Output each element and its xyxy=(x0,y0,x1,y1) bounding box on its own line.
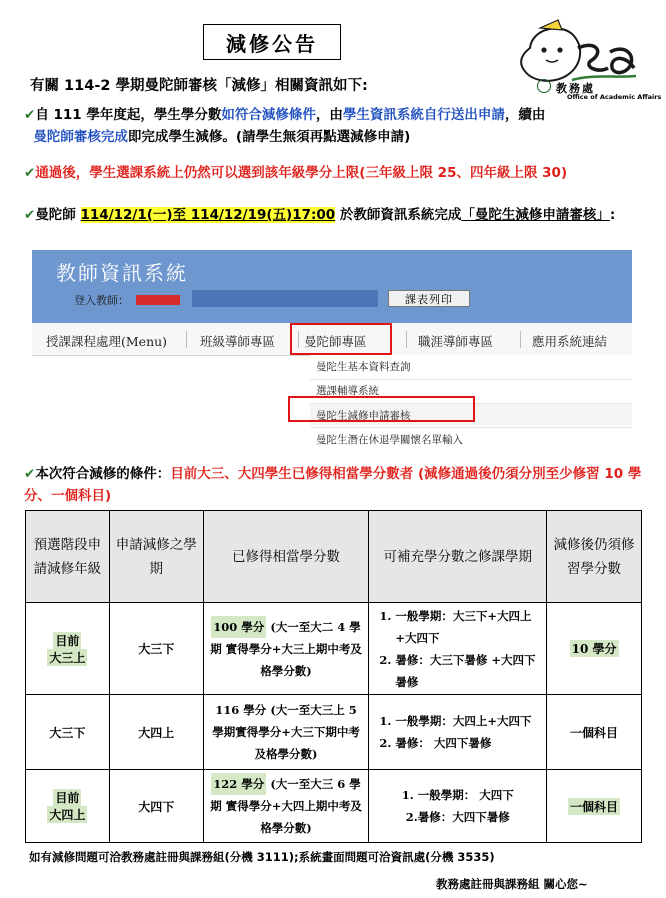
check-icon: ✔ xyxy=(24,165,36,181)
system-header xyxy=(32,250,632,323)
item-1: ✔自 111 學年度起，學生學分數如符合減修條件，由學生資訊系統自行送出申請，續由 曼陀師審核完成即完成學生減修。(請學生無須再點選減修申請) xyxy=(24,107,546,145)
print-schedule-button[interactable]: 課表列印 xyxy=(388,290,470,307)
check-icon: ✔ xyxy=(24,466,36,482)
check-icon: ✔ xyxy=(24,107,36,123)
table-header-row xyxy=(26,511,642,603)
page-title: 減修公告 xyxy=(203,24,341,60)
cell-grade: 目前 大三上 xyxy=(26,603,110,695)
cell-credits: 116 學分 (大一至大三上 5 學期實得學分+大三下期中考及格學分數) xyxy=(203,695,369,770)
cell-remaining: 一個科目 xyxy=(547,695,642,770)
cell-term: 大四下 xyxy=(109,770,203,843)
logo-subtitle: Office of Academic Affairs xyxy=(567,93,662,101)
header-supplement: 可補充學分數之修課學期 xyxy=(369,511,547,603)
reduction-table xyxy=(25,510,642,843)
menu-mentor[interactable]: 曼陀師專區 xyxy=(304,334,367,349)
table-row xyxy=(26,695,642,770)
cell-remaining: 一個科目 xyxy=(547,770,642,843)
menu-highlight-box xyxy=(290,323,392,355)
cell-supplement: 1. 一般學期： 大四下 2.暑修：大四下暑修 xyxy=(369,770,547,843)
teacher-selector[interactable] xyxy=(192,290,378,307)
system-screenshot xyxy=(32,250,632,450)
cell-remaining: 10 學分 xyxy=(547,603,642,695)
menu-separator xyxy=(406,331,407,348)
login-label: 登入教師： xyxy=(74,294,129,307)
item-2: ✔通過後，學生選課系統上仍然可以選到該年級學分上限(三年級上限 25、四年級上限 30) xyxy=(24,165,568,181)
condition: ✔本次符合減修的條件：目前大三、大四學生已修得相當學分數者 (減修通過後仍須分別至少修習 10 學分、一個科目) xyxy=(24,466,642,504)
menu-career-advisor[interactable]: 職涯導師專區 xyxy=(418,334,494,349)
header-remaining: 減修後仍須修習學分數 xyxy=(547,511,642,603)
table-row xyxy=(26,770,642,843)
check-icon: ✔ xyxy=(24,207,36,223)
cell-term: 大三下 xyxy=(109,603,203,695)
review-period: 114/12/1(一)至 114/12/19(五)17:00 xyxy=(80,207,336,223)
cell-credits: 100 學分 (大一至大二 4 學期 實得學分+大三上期中考及格學分數) xyxy=(203,603,369,695)
announcement-heading: 有關 114-2 學期曼陀師審核「減修」相關資訊如下: xyxy=(30,78,368,94)
signature: 教務處註冊與課務組 關心您~ xyxy=(436,877,588,891)
menu-course[interactable]: 授課課程處理(Menu) xyxy=(46,334,168,349)
dropdown-item-reduction-review[interactable]: 曼陀生減修申請審核 xyxy=(316,410,411,422)
school-seal-icon xyxy=(537,79,551,93)
cell-supplement: 1. 一般學期：大三下+大四上+大四下 2. 暑修：大三下暑修 +大四下暑修 xyxy=(369,603,547,695)
table-row xyxy=(26,603,642,695)
dropdown-item-course-advising[interactable]: 選課輔導系統 xyxy=(316,385,379,397)
contact-footer: 如有減修問題可洽教務處註冊與課務組(分機 3111);系統畫面問題可洽資訊處(分機 3535) xyxy=(29,850,495,864)
cell-term: 大四上 xyxy=(109,695,203,770)
menu-separator xyxy=(520,331,521,348)
cell-supplement: 1. 一般學期：大四上+大四下 2. 暑修： 大四下暑修 xyxy=(369,695,547,770)
menu-separator xyxy=(186,331,187,348)
header-credits: 已修得相當學分數 xyxy=(203,511,369,603)
dropdown-highlight-box xyxy=(288,396,475,422)
logo-name: 教務處 xyxy=(556,82,595,95)
header-term: 申請減修之學期 xyxy=(109,511,203,603)
item-3: ✔曼陀師 114/12/1(一)至 114/12/19(五)17:00 於教師資訊系統完成「曼陀生減修申請審核」: xyxy=(24,207,616,223)
menu-app-links[interactable]: 應用系統連結 xyxy=(532,334,608,349)
redacted-name xyxy=(136,295,180,305)
cell-grade: 目前 大四上 xyxy=(26,770,110,843)
cell-credits: 122 學分 (大一至大三 6 學期 實得學分+大四上期中考及格學分數) xyxy=(203,770,369,843)
menu-class-advisor[interactable]: 班級導師專區 xyxy=(200,334,276,349)
dropdown-item-dropout-care[interactable]: 曼陀生潛在休退學關懷名單輸入 xyxy=(316,434,463,446)
system-title: 教師資訊系統 xyxy=(56,261,188,285)
header-grade: 預選階段申請減修年級 xyxy=(26,511,110,603)
cell-grade: 大三下 xyxy=(26,695,110,770)
dropdown-item-basic-info[interactable]: 曼陀生基本資料查詢 xyxy=(316,361,411,373)
